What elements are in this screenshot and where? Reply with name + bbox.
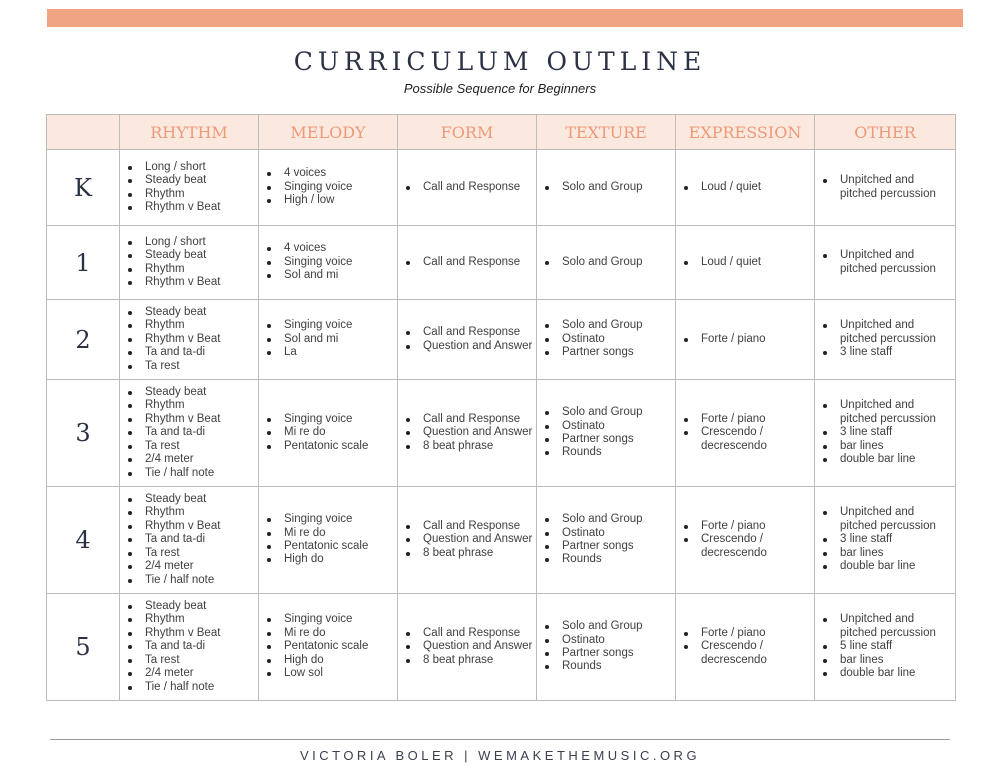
bullet-list xyxy=(815,174,955,201)
cell-rhythm xyxy=(120,226,259,300)
cell-form xyxy=(398,300,537,380)
list-item: Sol and mi xyxy=(259,269,397,282)
list-item: Unpitched and pitched percussion xyxy=(815,174,955,201)
list-item: 8 beat phrase xyxy=(398,547,536,560)
list-item: Ta rest xyxy=(120,547,258,560)
list-item: Unpitched and pitched percussion xyxy=(815,613,955,640)
list-item: Solo and Group xyxy=(537,181,675,194)
list-item: Partner songs xyxy=(537,540,675,553)
list-item: Rounds xyxy=(537,446,675,459)
cell-rhythm xyxy=(120,150,259,226)
list-item: Ta rest xyxy=(120,360,258,373)
list-item: Mi re do xyxy=(259,627,397,640)
bullet-list xyxy=(120,600,258,694)
cell-melody xyxy=(259,300,398,380)
list-item: Unpitched and pitched percussion xyxy=(815,506,955,533)
list-item: double bar line xyxy=(815,453,955,466)
list-item: Crescendo / decrescendo xyxy=(676,426,814,453)
list-item: Rhythm v Beat xyxy=(120,520,258,533)
list-item: bar lines xyxy=(815,440,955,453)
list-item: Ostinato xyxy=(537,333,675,346)
bullet-list xyxy=(120,161,258,215)
list-item: Long / short xyxy=(120,161,258,174)
cell-other xyxy=(815,150,956,226)
list-item: Rhythm v Beat xyxy=(120,333,258,346)
list-item: Call and Response xyxy=(398,326,536,339)
list-item: Ostinato xyxy=(537,420,675,433)
list-item: Tie / half note xyxy=(120,467,258,480)
bullet-list xyxy=(259,413,397,453)
grade-label: 3 xyxy=(47,380,120,487)
bullet-list xyxy=(676,627,814,667)
bullet-list xyxy=(676,256,814,269)
cell-expression xyxy=(676,380,815,487)
bullet-list xyxy=(398,520,536,560)
list-item: Mi re do xyxy=(259,426,397,439)
list-item: Steady beat xyxy=(120,249,258,262)
list-item: Rounds xyxy=(537,553,675,566)
list-item: Ta rest xyxy=(120,654,258,667)
list-item: Tie / half note xyxy=(120,574,258,587)
cell-texture xyxy=(537,380,676,487)
bullet-list xyxy=(259,319,397,359)
list-item: 2/4 meter xyxy=(120,667,258,680)
bullet-list xyxy=(676,413,814,453)
table-header-row xyxy=(47,115,956,150)
list-item: 4 voices xyxy=(259,167,397,180)
list-item: Rhythm v Beat xyxy=(120,276,258,289)
list-item: Ta and ta-di xyxy=(120,640,258,653)
list-item: Singing voice xyxy=(259,513,397,526)
cell-expression xyxy=(676,150,815,226)
bullet-list xyxy=(259,613,397,680)
bullet-list xyxy=(537,181,675,194)
cell-other xyxy=(815,300,956,380)
list-item: double bar line xyxy=(815,667,955,680)
cell-melody xyxy=(259,150,398,226)
page-title: CURRICULUM OUTLINE xyxy=(293,47,707,76)
cell-melody xyxy=(259,226,398,300)
grade-label: K xyxy=(47,150,120,226)
list-item: Singing voice xyxy=(259,319,397,332)
table-row xyxy=(47,150,956,226)
cell-melody xyxy=(259,380,398,487)
grade-label: 2 xyxy=(47,300,120,380)
table-row xyxy=(47,300,956,380)
bullet-list xyxy=(815,613,955,680)
cell-other xyxy=(815,594,956,701)
list-item: Ostinato xyxy=(537,634,675,647)
list-item: Pentatonic scale xyxy=(259,540,397,553)
list-item: Sol and mi xyxy=(259,333,397,346)
accent-bar xyxy=(47,9,963,27)
cell-texture xyxy=(537,300,676,380)
list-item: 4 voices xyxy=(259,242,397,255)
list-item: Rhythm xyxy=(120,613,258,626)
list-item: Long / short xyxy=(120,236,258,249)
list-item: Partner songs xyxy=(537,433,675,446)
list-item: Forte / piano xyxy=(676,333,814,346)
list-item: double bar line xyxy=(815,560,955,573)
column-header-other: OTHER xyxy=(815,115,956,150)
list-item: 3 line staff xyxy=(815,533,955,546)
list-item: Steady beat xyxy=(120,493,258,506)
list-item: High do xyxy=(259,553,397,566)
cell-other xyxy=(815,226,956,300)
list-item: Steady beat xyxy=(120,386,258,399)
list-item: Unpitched and pitched percussion xyxy=(815,399,955,426)
cell-form xyxy=(398,150,537,226)
table-row xyxy=(47,226,956,300)
list-item: Pentatonic scale xyxy=(259,440,397,453)
list-item: Steady beat xyxy=(120,174,258,187)
bullet-list xyxy=(120,493,258,587)
bullet-list xyxy=(259,513,397,567)
curriculum-table xyxy=(46,114,956,701)
list-item: Solo and Group xyxy=(537,406,675,419)
list-item: Question and Answer xyxy=(398,426,536,439)
cell-expression xyxy=(676,487,815,594)
list-item: 8 beat phrase xyxy=(398,654,536,667)
bullet-list xyxy=(120,306,258,373)
bullet-list xyxy=(259,167,397,207)
bullet-list xyxy=(537,513,675,567)
list-item: Loud / quiet xyxy=(676,256,814,269)
footer-credit: VICTORIA BOLER | WEMAKETHEMUSIC.ORG xyxy=(299,748,701,763)
cell-rhythm xyxy=(120,300,259,380)
list-item: Mi re do xyxy=(259,527,397,540)
list-item: Tie / half note xyxy=(120,681,258,694)
list-item: Forte / piano xyxy=(676,520,814,533)
bullet-list xyxy=(398,256,536,269)
list-item: Rhythm xyxy=(120,399,258,412)
list-item: 3 line staff xyxy=(815,346,955,359)
list-item: Solo and Group xyxy=(537,620,675,633)
bullet-list xyxy=(815,506,955,573)
list-item: Singing voice xyxy=(259,613,397,626)
list-item: Ta rest xyxy=(120,440,258,453)
list-item: Steady beat xyxy=(120,600,258,613)
table-body xyxy=(47,150,956,701)
table-row xyxy=(47,380,956,487)
list-item: Crescendo / decrescendo xyxy=(676,533,814,560)
cell-form xyxy=(398,594,537,701)
list-item: Singing voice xyxy=(259,256,397,269)
cell-form xyxy=(398,226,537,300)
list-item: Loud / quiet xyxy=(676,181,814,194)
column-header-melody: MELODY xyxy=(259,115,398,150)
list-item: Call and Response xyxy=(398,627,536,640)
list-item: Solo and Group xyxy=(537,256,675,269)
column-header-rhythm: RHYTHM xyxy=(120,115,259,150)
bullet-list xyxy=(815,319,955,359)
list-item: Rounds xyxy=(537,660,675,673)
cell-melody xyxy=(259,594,398,701)
list-item: Rhythm xyxy=(120,263,258,276)
grade-column-header xyxy=(47,115,120,150)
list-item: Question and Answer xyxy=(398,640,536,653)
bullet-list xyxy=(259,242,397,282)
list-item: Steady beat xyxy=(120,306,258,319)
list-item: Forte / piano xyxy=(676,627,814,640)
bullet-list xyxy=(676,181,814,194)
cell-texture xyxy=(537,150,676,226)
cell-rhythm xyxy=(120,380,259,487)
list-item: Question and Answer xyxy=(398,340,536,353)
list-item: High / low xyxy=(259,194,397,207)
list-item: Pentatonic scale xyxy=(259,640,397,653)
bullet-list xyxy=(398,181,536,194)
list-item: Ta and ta-di xyxy=(120,426,258,439)
bullet-list xyxy=(537,406,675,460)
list-item: Ostinato xyxy=(537,527,675,540)
cell-rhythm xyxy=(120,487,259,594)
table-row xyxy=(47,487,956,594)
bullet-list xyxy=(676,333,814,346)
bullet-list xyxy=(398,413,536,453)
bullet-list xyxy=(398,326,536,353)
list-item: Solo and Group xyxy=(537,319,675,332)
grade-label: 5 xyxy=(47,594,120,701)
list-item: La xyxy=(259,346,397,359)
list-item: Rhythm v Beat xyxy=(120,413,258,426)
list-item: Singing voice xyxy=(259,413,397,426)
cell-expression xyxy=(676,300,815,380)
list-item: Partner songs xyxy=(537,346,675,359)
list-item: Call and Response xyxy=(398,256,536,269)
list-item: Rhythm xyxy=(120,188,258,201)
column-header-expression: EXPRESSION xyxy=(676,115,815,150)
table-row xyxy=(47,594,956,701)
bullet-list xyxy=(815,249,955,276)
list-item: Forte / piano xyxy=(676,413,814,426)
bullet-list xyxy=(537,620,675,674)
cell-texture xyxy=(537,487,676,594)
cell-rhythm xyxy=(120,594,259,701)
list-item: Unpitched and pitched percussion xyxy=(815,249,955,276)
list-item: Rhythm v Beat xyxy=(120,201,258,214)
list-item: 5 line staff xyxy=(815,640,955,653)
cell-form xyxy=(398,380,537,487)
list-item: 2/4 meter xyxy=(120,453,258,466)
list-item: 3 line staff xyxy=(815,426,955,439)
bullet-list xyxy=(537,319,675,359)
bullet-list xyxy=(120,386,258,480)
list-item: Call and Response xyxy=(398,413,536,426)
cell-form xyxy=(398,487,537,594)
cell-texture xyxy=(537,594,676,701)
list-item: Rhythm xyxy=(120,506,258,519)
list-item: bar lines xyxy=(815,547,955,560)
list-item: Solo and Group xyxy=(537,513,675,526)
page-subtitle: Possible Sequence for Beginners xyxy=(403,81,597,96)
cell-expression xyxy=(676,594,815,701)
bullet-list xyxy=(398,627,536,667)
list-item: Partner songs xyxy=(537,647,675,660)
list-item: Question and Answer xyxy=(398,533,536,546)
list-item: Call and Response xyxy=(398,181,536,194)
column-header-texture: TEXTURE xyxy=(537,115,676,150)
column-header-form: FORM xyxy=(398,115,537,150)
cell-melody xyxy=(259,487,398,594)
bullet-list xyxy=(676,520,814,560)
list-item: Call and Response xyxy=(398,520,536,533)
list-item: Singing voice xyxy=(259,181,397,194)
cell-expression xyxy=(676,226,815,300)
list-item: Low sol xyxy=(259,667,397,680)
list-item: Rhythm v Beat xyxy=(120,627,258,640)
bullet-list xyxy=(537,256,675,269)
list-item: Rhythm xyxy=(120,319,258,332)
cell-texture xyxy=(537,226,676,300)
list-item: Crescendo / decrescendo xyxy=(676,640,814,667)
bullet-list xyxy=(815,399,955,466)
list-item: High do xyxy=(259,654,397,667)
grade-label: 1 xyxy=(47,226,120,300)
cell-other xyxy=(815,380,956,487)
cell-other xyxy=(815,487,956,594)
footer-divider xyxy=(50,739,950,740)
list-item: bar lines xyxy=(815,654,955,667)
bullet-list xyxy=(120,236,258,290)
grade-label: 4 xyxy=(47,487,120,594)
list-item: Unpitched and pitched percussion xyxy=(815,319,955,346)
list-item: 8 beat phrase xyxy=(398,440,536,453)
list-item: 2/4 meter xyxy=(120,560,258,573)
list-item: Ta and ta-di xyxy=(120,346,258,359)
list-item: Ta and ta-di xyxy=(120,533,258,546)
